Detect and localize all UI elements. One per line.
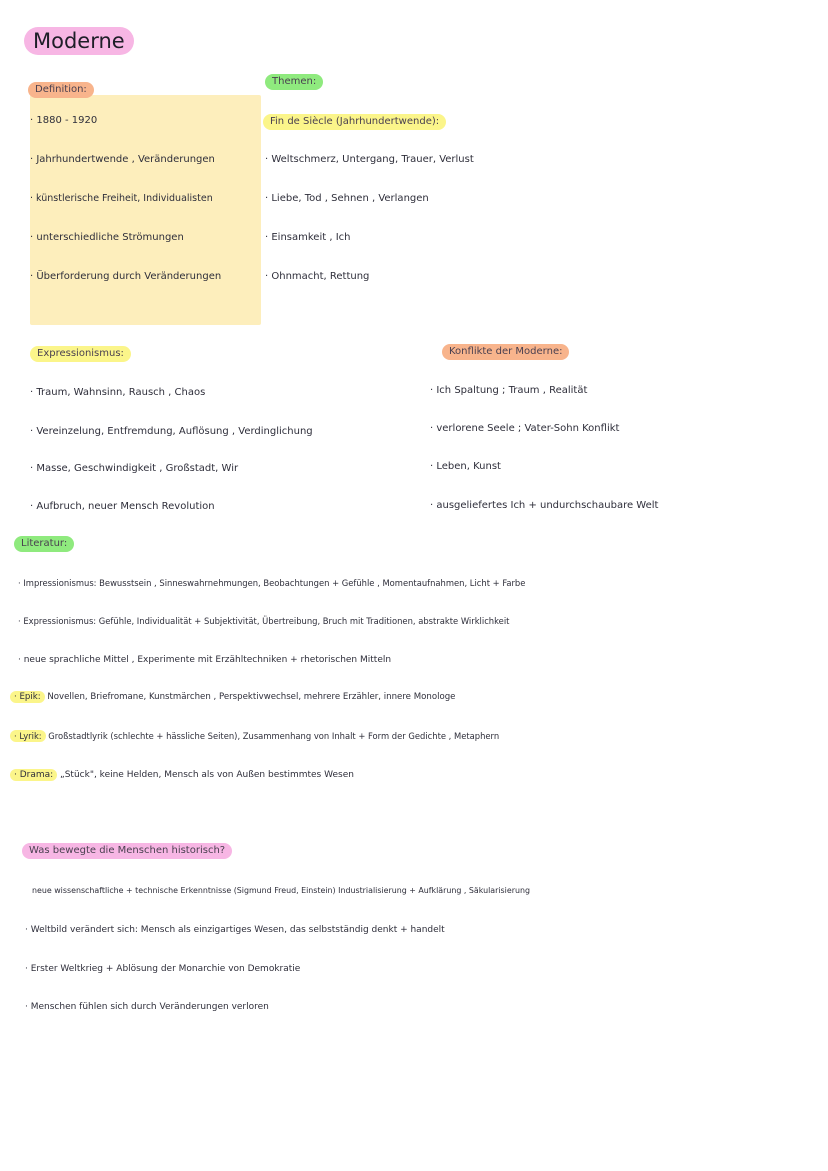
expressionismus-item: · Traum, Wahnsinn, Rausch , Chaos [30, 387, 206, 398]
themen-item: · Einsamkeit , Ich [265, 232, 351, 243]
definition-item: · unterschiedliche Strömungen [30, 232, 184, 243]
konflikte-item: · Ich Spaltung ; Traum , Realität [430, 385, 588, 396]
historisch-label: Was bewegte die Menschen historisch? [22, 843, 232, 859]
definition-box [30, 95, 261, 325]
genre-drama-label: · Drama: [10, 769, 57, 781]
literatur-label: Literatur: [14, 536, 74, 552]
konflikte-item: · ausgeliefertes Ich + undurchschaubare Welt [430, 500, 659, 511]
expressionismus-item: · Masse, Geschwindigkeit , Großstadt, Wir [30, 463, 239, 474]
expressionismus-label: Expressionismus: [30, 346, 131, 362]
historisch-item: · Menschen fühlen sich durch Veränderungen verloren [25, 1002, 269, 1012]
konflikte-item: · Leben, Kunst [430, 461, 501, 472]
konflikte-item: · verlorene Seele ; Vater-Sohn Konflikt [430, 423, 620, 434]
page-title: Moderne [24, 27, 134, 55]
themen-item: · Liebe, Tod , Sehnen , Verlangen [265, 193, 429, 204]
themen-item: · Ohnmacht, Rettung [265, 271, 370, 282]
definition-item: · 1880 - 1920 [30, 115, 98, 126]
genre-epik [10, 690, 455, 704]
themen-heading: Fin de Siècle (Jahrhundertwende): [263, 114, 446, 130]
literatur-item: · Expressionismus: Gefühle, Individualität + Subjektivität, Übertreibung, Bruch mit Traditionen, abstrakte Wirklichkeit [18, 616, 510, 626]
themen-item: · Weltschmerz, Untergang, Trauer, Verlust [265, 154, 474, 165]
genre-epik-label: · Epik: [10, 691, 45, 703]
genre-drama [10, 768, 354, 782]
konflikte-label: Konflikte der Moderne: [442, 344, 569, 360]
literatur-item: · Impressionismus: Bewusstsein , Sinneswahrnehmungen, Beobachtungen + Gefühle , Momentaufnahmen, Licht + Farbe [18, 578, 526, 588]
genre-lyrik-text: Großstadtlyrik (schlechte + hässliche Seiten), Zusammenhang von Inhalt + Form der Gedichte , Metaphern [45, 731, 500, 741]
expressionismus-item: · Vereinzelung, Entfremdung, Auflösung , Verdinglichung [30, 426, 313, 437]
genre-drama-text: „Stück", keine Helden, Mensch als von Außen bestimmtes Wesen [57, 770, 354, 780]
genre-lyrik-label: · Lyrik: [10, 730, 46, 742]
definition-item: · Überforderung durch Veränderungen [30, 271, 222, 282]
literatur-item: · neue sprachliche Mittel , Experimente mit Erzähltechniken + rhetorischen Mitteln [18, 655, 392, 665]
definition-label: Definition: [28, 82, 94, 98]
definition-item: · Jahrhundertwende , Veränderungen [30, 154, 215, 165]
historisch-item: · Weltbild verändert sich: Mensch als einzigartiges Wesen, das selbstständig denkt + handelt [25, 925, 445, 935]
definition-item: · künstlerische Freiheit, Individualisten [30, 193, 213, 204]
historisch-item: · Erster Weltkrieg + Ablösung der Monarchie von Demokratie [25, 964, 301, 974]
genre-epik-text: Novellen, Briefromane, Kunstmärchen , Perspektivwechsel, mehrere Erzähler, innere Monologe [44, 692, 456, 702]
historisch-item: neue wissenschaftliche + technische Erkenntnisse (Sigmund Freud, Einstein) Industrialisierung + Aufklärung , Säkularisierung [32, 886, 530, 895]
themen-label: Themen: [265, 74, 323, 90]
expressionismus-item: · Aufbruch, neuer Mensch Revolution [30, 501, 215, 512]
genre-lyrik [10, 729, 499, 743]
